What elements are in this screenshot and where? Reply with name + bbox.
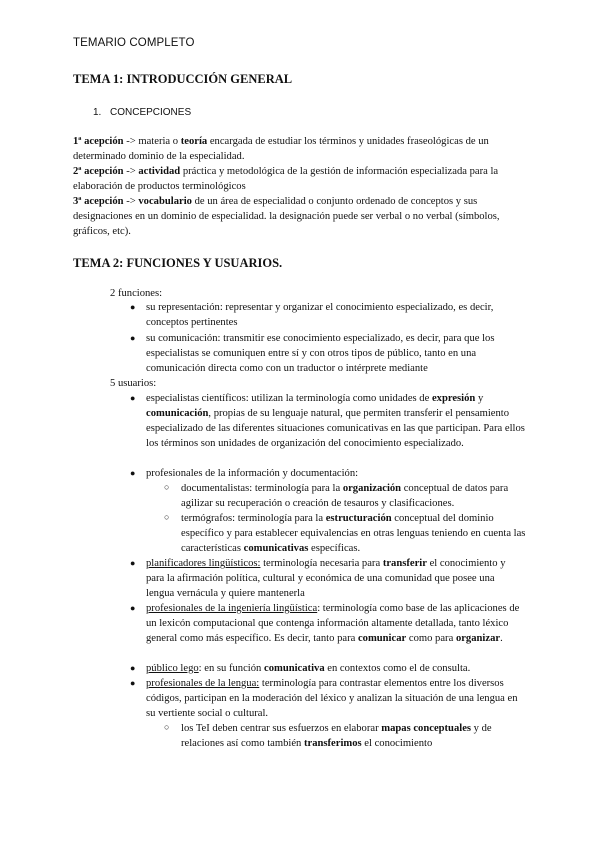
tei-text-a: los TeI deben centrar sus esfuerzos en elaborar	[181, 723, 382, 734]
tei-kw-1: mapas conceptuales	[381, 723, 472, 734]
ingenieria-text-c: como para	[406, 633, 456, 644]
tei-text-c: y de relaciones así como también	[181, 723, 492, 749]
acepcion-1	[73, 134, 533, 164]
acepcion-2-text-a: ->	[123, 166, 139, 177]
funcion-representacion: su representación: representar y organizar el conocimiento especializado, es decir, conceptos pertinentes	[146, 302, 494, 328]
acepcion-2	[73, 164, 533, 194]
usuario-1-kw-1: expresión	[431, 393, 476, 404]
acepcion-3-text-b: de un área de especialidad o conjunto ordenado de conceptos y sus designaciones en un dominio de especialidad. la designación puede ser verbal o no verbal (símbolos, gráficos, etc).	[73, 196, 500, 237]
termografos-kw-1: estructuración	[325, 513, 392, 524]
termografos-text-c: conceptual del dominio específico y para establecer equivalencias en otras lenguas teniendo en cuenta las características	[181, 513, 526, 554]
bullet-icon: ●	[130, 603, 136, 613]
acepcion-1-text-b: encargada de estudiar los términos y unidades fraseológicas de un determinado dominio de la especialidad.	[73, 136, 489, 162]
ingenieria-kw-2: organizar	[455, 633, 501, 644]
planificadores-text-c: el conocimiento y para la afirmación política, cultural y económica de una comunidad que posee una lengua vernácula y quiere mantenerla	[146, 558, 506, 599]
sub-bullet-icon: ○	[164, 482, 170, 492]
document-title: TEMARIO COMPLETO	[73, 37, 195, 49]
ingenieria-text-d: .	[500, 633, 503, 644]
publico-lego-kw: comunicativa	[264, 663, 325, 674]
bullet-icon: ●	[130, 663, 136, 673]
profesionales-lengua-text-a: terminología para contrastar elementos entre los diversos códigos, participan en la moderación del léxico y analizan la situación de una lengua en su vertiente social o cultural.	[146, 678, 518, 719]
usuario-profesionales-lengua	[146, 676, 524, 721]
acepcion-3-label: 3ª acepción	[73, 196, 124, 207]
funcion-comunicacion: su comunicación: transmitir ese conocimiento especializado, es decir, para que los especialistas se comuniquen entre sí y con otros tipos de público, tanto en una comunicación directa como con un traductor o intérprete mediante	[146, 333, 495, 374]
acepcion-1-label: 1ª acepción	[73, 136, 124, 147]
acepcion-2-keyword: actividad	[138, 166, 181, 177]
tei-text-e: el conocimiento	[361, 738, 433, 749]
section-number: 1.	[93, 107, 102, 118]
bullet-icon: ●	[130, 468, 136, 478]
bullet-icon: ●	[130, 558, 136, 568]
profesionales-lengua-label: profesionales de la lengua:	[146, 678, 260, 689]
tei-kw-2: transferimos	[303, 738, 362, 749]
termografos-text-e: específicas.	[308, 543, 361, 554]
acepcion-2-text-b: práctica y metodológica de la gestión de información especializada para la elaboración de productos terminológicos	[73, 166, 499, 192]
funciones-intro: 2 funciones:	[110, 288, 163, 299]
termografos-text-a: termógrafos: terminología para la	[181, 513, 326, 524]
publico-lego-label: público lego	[146, 663, 199, 674]
ingenieria-label: profesionales de la ingeniería lingüística	[146, 603, 318, 614]
usuario-publico-lego	[146, 661, 526, 676]
sub-tei	[181, 721, 529, 751]
acepcion-1-keyword: teoría	[180, 136, 208, 147]
usuario-1-text-a: especialistas científicos: utilizan la terminología como unidades de	[146, 393, 432, 404]
planificadores-label: planificadores lingüísticos:	[146, 558, 261, 569]
publico-lego-text-a: : en su función	[198, 663, 264, 674]
usuario-1-kw-2: comunicación	[146, 408, 209, 419]
sub-bullet-icon: ○	[164, 722, 170, 732]
planificadores-kw: transferir	[382, 558, 427, 569]
tema2-heading: TEMA 2: FUNCIONES Y USUARIOS.	[73, 256, 283, 270]
sub-documentalistas	[181, 481, 528, 511]
section-title-concepciones: CONCEPCIONES	[110, 107, 192, 118]
publico-lego-text-c: en contextos como el de consulta.	[324, 663, 471, 674]
documentalistas-kw: organización	[342, 483, 402, 494]
bullet-icon: ●	[130, 333, 136, 343]
ingenieria-kw-1: comunicar	[357, 633, 407, 644]
usuarios-intro: 5 usuarios:	[110, 378, 157, 389]
acepcion-3-keyword: vocabulario	[138, 196, 192, 207]
acepcion-1-text-a: -> materia o	[123, 136, 181, 147]
usuario-1-text-c: y	[475, 393, 484, 404]
sub-bullet-icon: ○	[164, 512, 170, 522]
ingenieria-text-a: : terminología como base de las aplicaciones de un lexicón computacional que contenga información altamente detallada, tanto léxico general como más específico. Es decir, tanto para	[146, 603, 520, 644]
acepcion-3-text-a: ->	[123, 196, 139, 207]
bullet-icon: ●	[130, 678, 136, 688]
acepcion-3	[73, 194, 533, 239]
termografos-kw-2: comunicativas	[243, 543, 309, 554]
usuario-1-text-d: , propias de su lenguaje natural, que permiten transferir el pensamiento especializado de las diferentes situaciones comunicativas en las que participan. Para ellos los términos son unidades de organización del conocimiento especializado.	[146, 408, 525, 449]
tema1-heading: TEMA 1: INTRODUCCIÓN GENERAL	[73, 72, 293, 86]
usuario-ingenieria-linguistica	[146, 601, 522, 646]
acepcion-2-label: 2ª acepción	[73, 166, 124, 177]
usuario-profesionales-info-label: profesionales de la información y documentación:	[146, 468, 359, 479]
bullet-icon: ●	[130, 393, 136, 403]
documentalistas-text-a: documentalistas: terminología para la	[181, 483, 343, 494]
usuario-especialistas	[146, 391, 528, 451]
usuario-planificadores	[146, 556, 524, 601]
sub-termografos	[181, 511, 526, 556]
planificadores-text-a: terminología necesaria para	[260, 558, 383, 569]
documentalistas-text-c: conceptual de datos para agilizar su recuperación o creación de tesauros y clasificaciones.	[181, 483, 509, 509]
bullet-icon: ●	[130, 302, 136, 312]
